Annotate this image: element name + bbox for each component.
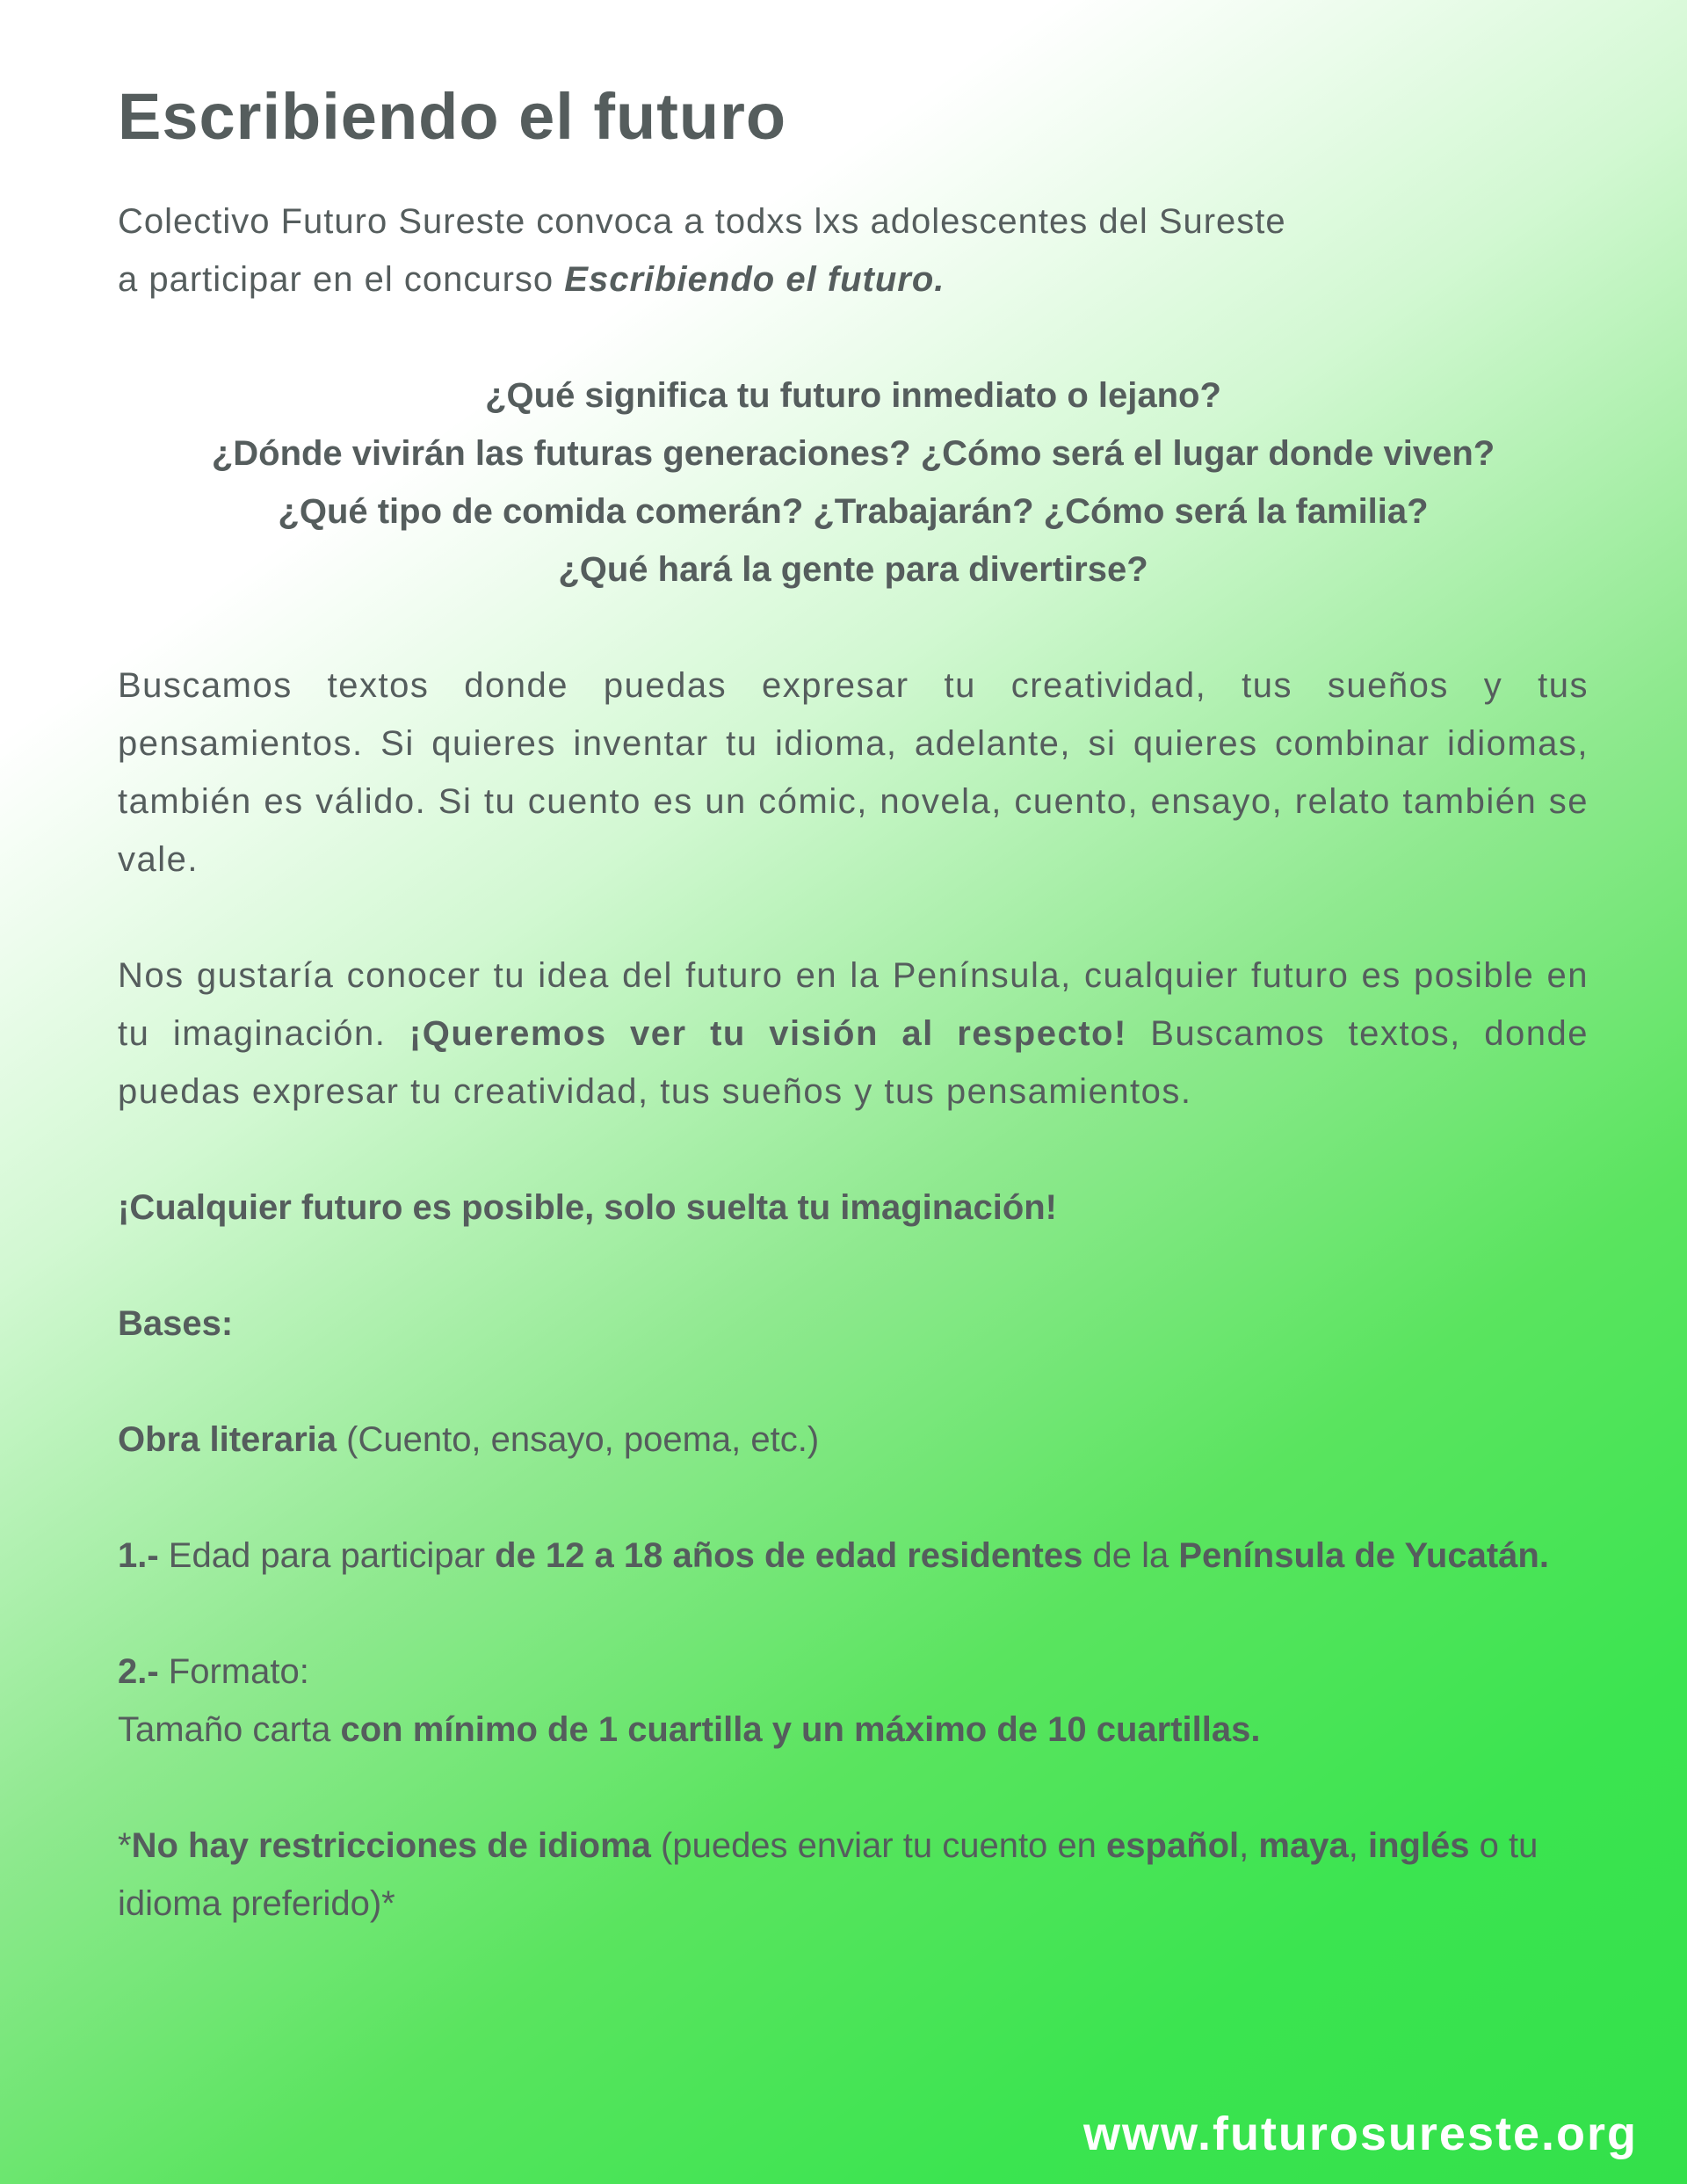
rule-2-number: 2.- [118, 1652, 159, 1691]
rule-2-label: Formato: [158, 1652, 309, 1691]
poster-content [118, 79, 1589, 1991]
question-3: ¿Qué tipo de comida comerán? ¿Trabajarán? ¿Cómo será la familia? [278, 492, 1429, 531]
note-maya: maya [1258, 1826, 1349, 1865]
question-2: ¿Dónde vivirán las futuras generaciones? ¿Cómo será el lugar donde viven? [211, 434, 1495, 473]
rule-1-region: Península de Yucatán. [1178, 1536, 1549, 1575]
paragraph-futuro-start: Nos gustaría conocer tu idea del futuro en la Península, cualquier futuro es posible en tu imaginación. [118, 956, 1589, 1053]
note-text-1: (puedes enviar tu cuento en [650, 1826, 1107, 1865]
note-text-2: o tu idioma preferido)* [118, 1826, 1539, 1923]
language-note [118, 1817, 1589, 1933]
contest-name: Escribiendo el futuro. [564, 260, 945, 299]
intro-text [118, 192, 1589, 308]
obra-literaria [118, 1411, 1589, 1469]
question-1: ¿Qué significa tu futuro inmediato o lejano? [485, 376, 1221, 415]
note-spanish: español [1106, 1826, 1240, 1865]
questions-block [118, 366, 1589, 599]
intro-line-2-text: a participar en el concurso [118, 260, 565, 299]
rule-2-length: con mínimo de 1 cuartilla y un máximo de 10 cuartillas. [340, 1710, 1261, 1749]
rule-2-heading [118, 1643, 1589, 1701]
obra-types: (Cuento, ensayo, poema, etc.) [337, 1420, 820, 1459]
paragraph-futuro-highlight: ¡Queremos ver tu visión al respecto! [409, 1014, 1127, 1053]
intro-line-1: Colectivo Futuro Sureste convoca a todxs lxs adolescentes del Sureste [118, 202, 1286, 241]
rule-2 [118, 1643, 1589, 1759]
website-url[interactable]: www.futurosureste.org [1082, 2108, 1638, 2160]
rule-2-detail [118, 1701, 1589, 1759]
page-title: Escribiendo el futuro [118, 80, 787, 153]
rule-2-text: Tamaño carta [118, 1710, 341, 1749]
rule-1-age: de 12 a 18 años de edad residentes [495, 1536, 1083, 1575]
rule-1-text: Edad para participar [158, 1536, 496, 1575]
rule-1 [118, 1527, 1589, 1585]
slogan: ¡Cualquier futuro es posible, solo suelta tu imaginación! [118, 1188, 1058, 1227]
note-sep-2: , [1348, 1826, 1368, 1865]
note-no-restrictions: No hay restricciones de idioma [131, 1826, 651, 1865]
note-sep-1: , [1239, 1826, 1259, 1865]
intro-line-2 [118, 250, 1589, 308]
note-star: * [118, 1826, 132, 1865]
bases-heading: Bases: [118, 1304, 234, 1343]
rule-1-text-2: de la [1082, 1536, 1179, 1575]
paragraph-futuro [118, 947, 1589, 1121]
question-4: ¿Qué hará la gente para divertirse? [558, 550, 1148, 589]
obra-label: Obra literaria [118, 1420, 337, 1459]
paragraph-textos: Buscamos textos donde puedas expresar tu creatividad, tus sueños y tus pensamientos. Si quieres inventar tu idioma, adelante, si quieres combinar idiomas, también es válido. Si tu cuento es un cómic, novela, cuento, ensayo, relato también se vale. [118, 666, 1589, 879]
rule-1-number: 1.- [118, 1536, 159, 1575]
note-english: inglés [1367, 1826, 1470, 1865]
paragraph-futuro-end: Buscamos textos, donde puedas expresar tu creatividad, tus sueños y tus pensamientos. [118, 1014, 1589, 1111]
